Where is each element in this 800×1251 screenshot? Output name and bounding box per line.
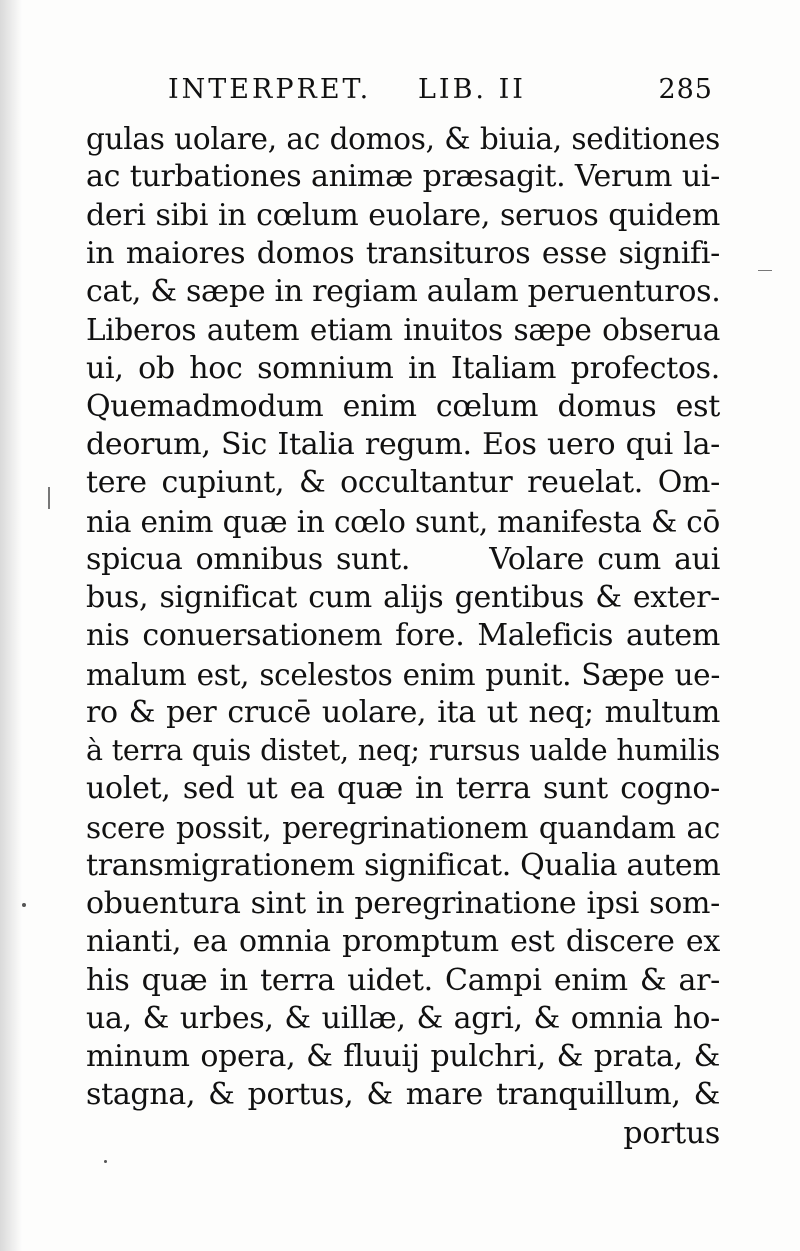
margin-mark <box>48 487 50 509</box>
page-edge-shadow <box>0 0 22 1251</box>
text-line: malum est, scelestos enim punit. Sæpe ue- <box>86 657 720 692</box>
text-line: Liberos autem etiam inuitos sæpe obserua <box>86 313 720 348</box>
text-line: ui, ob hoc somnium in Italiam profectos. <box>86 350 720 386</box>
text-line: ac turbationes animæ præsagit. Verum ui- <box>86 159 720 195</box>
text-line: gulas uolare, ac domos, & biuia, seditiones <box>86 122 720 156</box>
text-line: stagna, & portus, & mare tranquillum, & <box>86 1077 720 1113</box>
ink-speck <box>22 903 26 907</box>
text-line: uolet, sed ut ea quæ in terra sunt cogno- <box>86 771 720 807</box>
catchword: portus <box>623 1115 720 1151</box>
text-line: deri sibi in cœlum euolare, seruos quidem <box>86 197 720 233</box>
body-text <box>86 120 720 1153</box>
running-title: INTERPRET. <box>168 74 372 105</box>
text-line: ro & per crucē uolare, ita ut neq; multum <box>86 694 720 730</box>
text-line: his quæ in terra uidet. Campi enim & ar- <box>86 962 720 998</box>
text-line: obuentura sint in peregrinatione ipsi som- <box>86 886 720 921</box>
ink-speck <box>104 1160 107 1163</box>
text-line: deorum, Sic Italia regum. Eos uero qui la- <box>86 427 720 462</box>
text-line: minum opera, & fluuij pulchri, & prata, & <box>86 1039 720 1074</box>
text-line: à terra quis distet, neq; rursus ualde humilis <box>86 734 720 767</box>
text-line: spicua omnibus sunt. Volare cum aui <box>86 541 720 577</box>
margin-mark <box>758 270 772 271</box>
text-line: cat, & sæpe in regiam aulam peruenturos. <box>86 274 721 309</box>
text-line: tere cupiunt, & occultantur reuelat. Om- <box>86 465 720 501</box>
page-header <box>168 70 713 110</box>
book-label: LIB. II <box>418 74 526 105</box>
text-line: transmigrationem significat. Qualia autem <box>86 847 721 883</box>
page-number: 285 <box>658 74 713 105</box>
text-line: nia enim quæ in cœlo sunt, manifesta & cō <box>86 504 720 539</box>
text-line: ua, & urbes, & uillæ, & agri, & omnia ho- <box>86 1000 720 1036</box>
text-line: nis conuersationem fore. Maleficis autem <box>86 618 720 654</box>
text-line: nianti, ea omnia promptum est discere ex <box>86 924 720 960</box>
text-line: scere possit, peregrinationem quandam ac <box>86 810 720 845</box>
text-line: in maiores domos transituros esse signifi- <box>86 235 720 271</box>
text-line: Quemadmodum enim cœlum domus est <box>86 388 720 424</box>
text-line: bus, significat cum alijs gentibus & exter- <box>86 580 720 615</box>
